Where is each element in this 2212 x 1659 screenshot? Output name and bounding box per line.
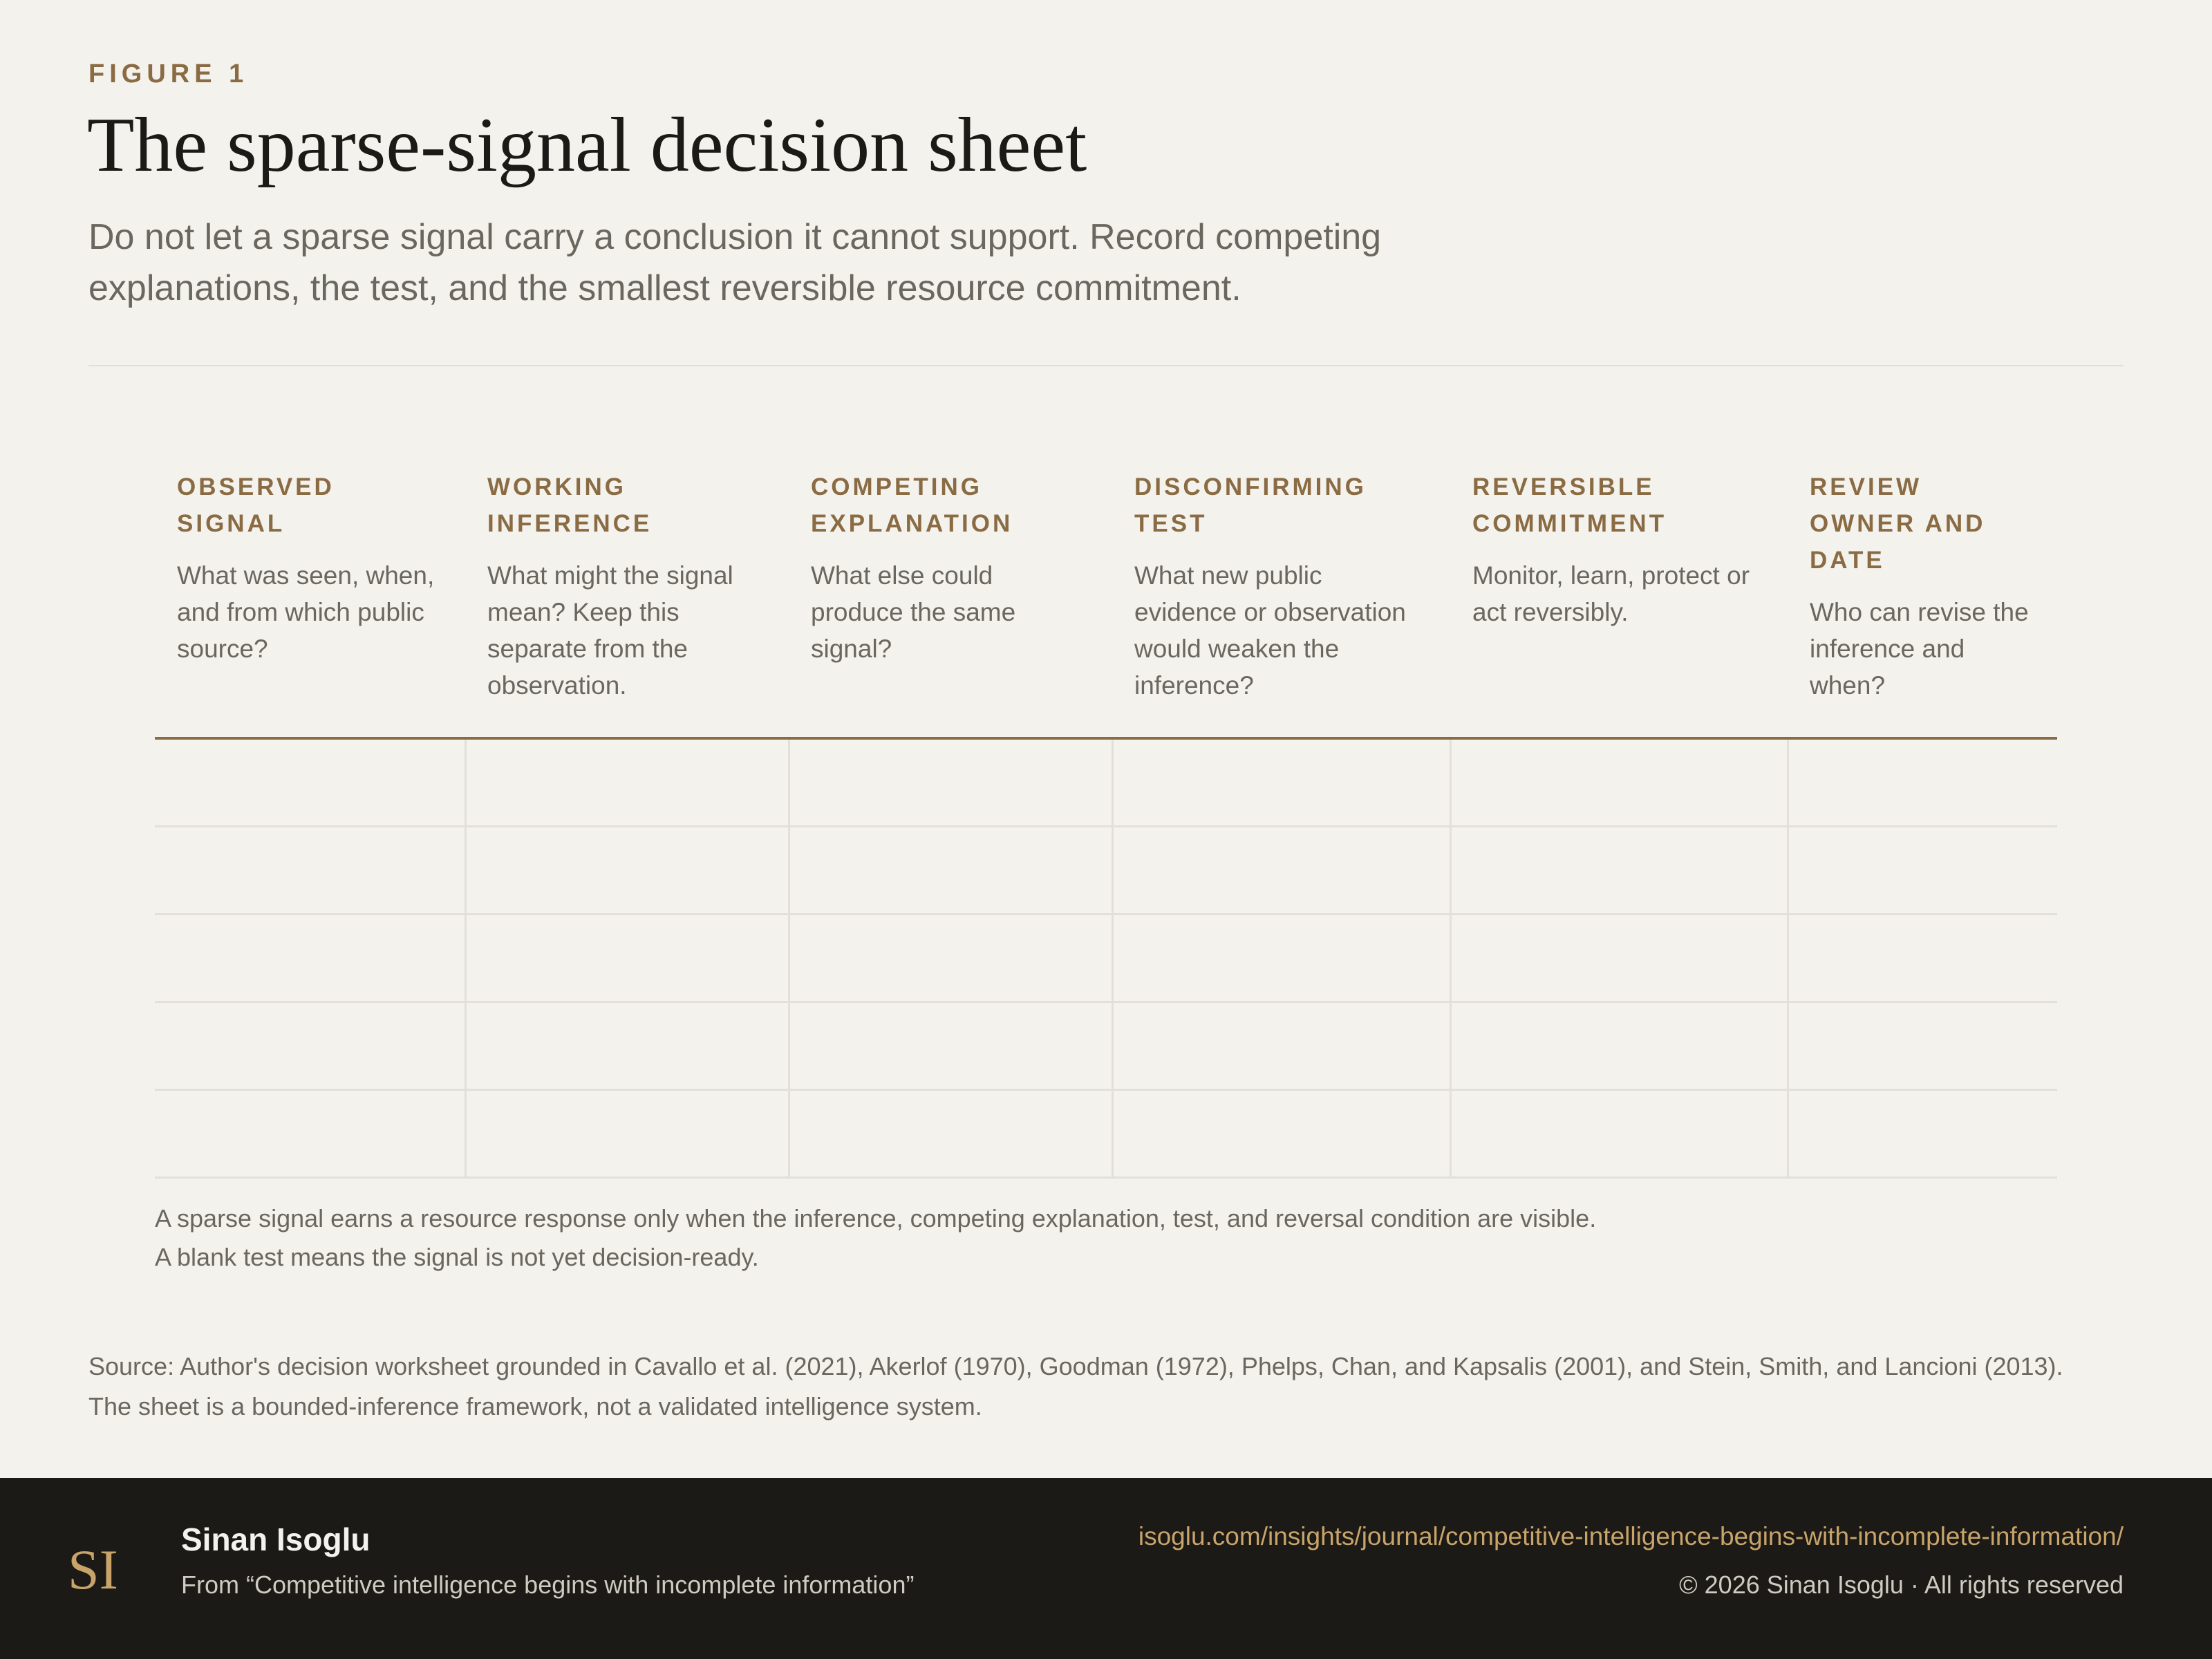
column-title: OBSERVED SIGNAL: [177, 474, 335, 537]
table-row: [155, 1090, 2057, 1178]
figure-label: FIGURE 1: [88, 59, 249, 88]
page-title: The sparse-signal decision sheet: [87, 102, 1087, 188]
column-header-review-owner: [1788, 456, 2057, 738]
decision-table: [155, 456, 2057, 1179]
column-header-observed-signal: [155, 456, 465, 738]
source-line-1: Source: Author's decision worksheet grounded in Cavallo et al. (2021), Akerlof (1970), Goodman (1972), Phelps, Chan, and Kapsalis (2001), and Stein, Smith, and Lancioni (2013).: [88, 1352, 2063, 1380]
blank-cell[interactable]: [1450, 915, 1788, 1002]
column-header-reversible-commitment: [1450, 456, 1788, 738]
blank-cell[interactable]: [1112, 738, 1450, 827]
source-line-2: The sheet is a bounded-inference framework, not a validated intelligence system.: [88, 1392, 982, 1421]
blank-cell[interactable]: [789, 1002, 1112, 1090]
blank-cell[interactable]: [1450, 738, 1788, 827]
column-title: COMPETING EXPLANATION: [811, 474, 1013, 537]
header-divider: [88, 365, 2124, 366]
blank-cell[interactable]: [155, 915, 465, 1002]
blank-cell[interactable]: [465, 1002, 789, 1090]
column-question: What might the signal mean? Keep this separate from the observation.: [487, 561, 733, 700]
blank-cell[interactable]: [465, 1090, 789, 1178]
blank-cell[interactable]: [155, 1002, 465, 1090]
logo-monogram: SI: [68, 1538, 118, 1601]
blank-cell[interactable]: [789, 827, 1112, 915]
blank-cell[interactable]: [155, 1090, 465, 1178]
column-title: REVERSIBLE COMMITMENT: [1472, 474, 1667, 537]
column-question: What else could produce the same signal?: [811, 561, 1016, 663]
blank-cell[interactable]: [465, 915, 789, 1002]
column-question: Who can revise the inference and when?: [1810, 598, 2029, 700]
article-reference: From “Competitive intelligence begins with incomplete information”: [181, 1571, 915, 1599]
column-title: DISCONFIRMING TEST: [1134, 474, 1367, 537]
copyright: © 2026 Sinan Isoglu · All rights reserved: [1679, 1571, 2124, 1599]
blank-cell[interactable]: [155, 738, 465, 827]
blank-cell[interactable]: [1788, 915, 2057, 1002]
table-row: [155, 915, 2057, 1002]
table-row: [155, 738, 2057, 827]
blank-cell[interactable]: [1450, 827, 1788, 915]
author-name: Sinan Isoglu: [181, 1521, 371, 1557]
table-row: [155, 1002, 2057, 1090]
column-question: What was seen, when, and from which public source?: [177, 561, 435, 663]
sheet-note-line-1: A sparse signal earns a resource response only when the inference, competing explanation, test, and reversal condition are visible.: [155, 1204, 1597, 1232]
blank-cell[interactable]: [1450, 1090, 1788, 1178]
blank-cell[interactable]: [465, 827, 789, 915]
column-question: Monitor, learn, protect or act reversibly.: [1472, 561, 1750, 626]
page-subtitle: Do not let a sparse signal carry a conclusion it cannot support. Record competing explanations, the test, and the smallest reversible resource commitment.: [88, 217, 1382, 308]
blank-cell[interactable]: [1788, 738, 2057, 827]
sheet-note: [155, 1199, 2057, 1277]
blank-cell[interactable]: [1112, 827, 1450, 915]
source-note: [88, 1347, 2162, 1427]
table-row: [155, 827, 2057, 915]
decision-sheet: [155, 456, 2057, 1277]
column-title: REVIEW OWNER AND DATE: [1810, 474, 1986, 574]
blank-cell[interactable]: [789, 915, 1112, 1002]
column-header-disconfirming-test: [1112, 456, 1450, 738]
column-question: What new public evidence or observation would weaken the inference?: [1134, 561, 1406, 700]
blank-cell[interactable]: [1788, 1002, 2057, 1090]
table-body: [155, 738, 2057, 1178]
article-link[interactable]: isoglu.com/insights/journal/competitive-intelligence-begins-with-incomplete-information/: [1138, 1522, 2124, 1550]
blank-cell[interactable]: [1112, 1002, 1450, 1090]
blank-cell[interactable]: [1788, 1090, 2057, 1178]
author-logo-icon: [66, 1535, 120, 1601]
blank-cell[interactable]: [789, 738, 1112, 827]
blank-cell[interactable]: [155, 827, 465, 915]
footer: [0, 1478, 2212, 1659]
blank-cell[interactable]: [1450, 1002, 1788, 1090]
table-header-row: [155, 456, 2057, 738]
column-header-working-inference: [465, 456, 789, 738]
column-header-competing-explanation: [789, 456, 1112, 738]
blank-cell[interactable]: [465, 738, 789, 827]
blank-cell[interactable]: [789, 1090, 1112, 1178]
blank-cell[interactable]: [1112, 915, 1450, 1002]
column-title: WORKING INFERENCE: [487, 474, 653, 537]
blank-cell[interactable]: [1112, 1090, 1450, 1178]
sheet-note-line-2: A blank test means the signal is not yet decision-ready.: [155, 1243, 759, 1271]
blank-cell[interactable]: [1788, 827, 2057, 915]
